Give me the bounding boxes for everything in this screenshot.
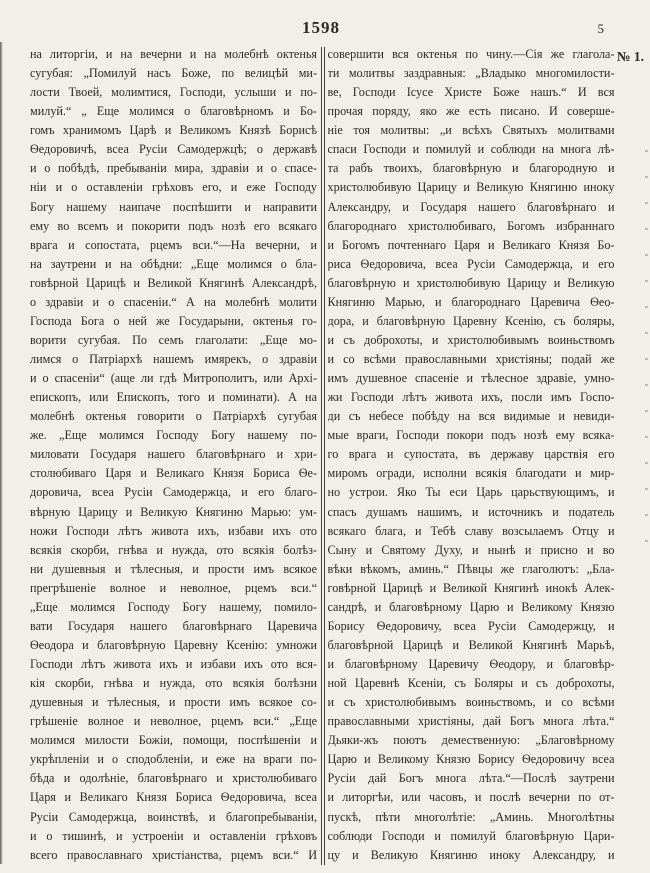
text-line: и о побѣдѣ, пребываніи мира, здравіи и о спасе-: [30, 161, 317, 176]
text-line: всего православнаго христіанства, рцемъ вси.“ И: [30, 847, 317, 862]
text-line: сугубая: „Помилуй насъ Боже, по велицѣй ми-: [30, 66, 317, 81]
page-number: 5: [597, 21, 604, 36]
running-head-year: 1598: [302, 18, 340, 37]
text-line: ніе тоя молитвы: „и всѣхъ Святыхъ молитвами: [327, 123, 615, 138]
text-line: ніи и о оставленіи грѣховъ его, и еже Господу: [30, 180, 317, 195]
text-line: и о тишинѣ, и устроеніи и оставленіи грѣховъ: [30, 828, 317, 843]
text-line: ве, Господи Ісусе Христе Боже нашъ.“ И вся: [327, 85, 615, 100]
scan-artifact-specks: [645, 150, 648, 550]
text-line: кія скорби, гнѣва и нужда, ото всякія болѣзни: [30, 676, 317, 691]
running-head: [30, 18, 612, 40]
text-line: молебнѣ октенья говорити о Патріархѣ сугубая: [30, 409, 317, 424]
margin-note-number: № 1.: [616, 49, 644, 64]
text-line: спасъ душамъ нашимъ, и источникъ и податель: [327, 504, 615, 519]
text-line: благовѣрной Царицѣ и Великой Княгинѣ Марьѣ,: [327, 637, 615, 652]
text-line: и со всѣми православными христіяны; подай же: [327, 352, 615, 366]
text-line: грѣшеніе волное и неволное, рцемъ вси.“ „Еще: [30, 714, 317, 729]
text-line: и съ христолюбивымъ воиньствомъ, и со всѣми: [327, 695, 615, 710]
text-line: и съ доброхоты, и христолюбивымъ воиньствомъ: [327, 332, 615, 347]
text-line: православными христіяны, дай Богъ многа лѣта.“: [327, 714, 615, 729]
text-line: совершити вся октенья по чину.—Сія же глагола-: [327, 47, 615, 61]
left-text-column: [30, 45, 317, 865]
text-line: Царя и Великаго Князя Бориса Ѳедоровича, всеа: [30, 790, 317, 805]
text-line: ти молитвы заздравныя: „Владыко многомилости-: [327, 66, 615, 81]
text-line: жи Господи лѣтъ живота ихъ, посли имъ Госпо-: [327, 390, 615, 405]
text-line: Сыну и Святому Духу, и нынѣ и присно и во: [327, 542, 615, 557]
scan-gutter-shadow: [0, 42, 3, 864]
text-line: на заутрени и на обѣдни: „Еще молимся о бла-: [30, 256, 317, 271]
text-line: епископъ, или Епископъ, того и поминати). А на: [30, 390, 317, 405]
text-line: миловати Государя нашего благовѣрнаго и хри-: [30, 447, 317, 462]
text-line: благовѣрную и христолюбивую Царицу и Великую: [327, 275, 615, 290]
text-line: ди съ небесе побѣду на вся видимые и невиди-: [327, 409, 615, 424]
text-line: Царю и Великому Князю Борису Ѳедоровичу всеа: [327, 752, 615, 767]
text-line: Ѳедоровичѣ, всеа Русіи Самодержцѣ; о державѣ: [30, 142, 317, 157]
text-line: риса Ѳедоровича, всеа Русіи Самодержца, и его: [327, 256, 615, 271]
text-line: вати Государя нашего благовѣрнаго Царевича: [30, 618, 317, 633]
text-line: цу и Великую Княгиню иноку Александру, и: [327, 847, 615, 862]
text-line: но устрои. Яко Ты еси Царь царьствующимъ, и: [327, 485, 615, 500]
text-line: миромъ огради, исполни всякія благодати и мир-: [327, 466, 615, 481]
text-line: укрѣпленіи и о сподобленіи, и еже на враги по-: [30, 752, 317, 767]
text-line: ворити сугубая. По семъ глаголати: „Еще мо-: [30, 332, 317, 347]
text-line: лимся о Патріархѣ нашемъ имярекъ, о здравіи: [30, 352, 317, 366]
text-line: говѣрной Царицѣ и Великой Княгинѣ Александрѣ,: [30, 275, 317, 290]
text-line: пускѣ, пѣти многолѣтіе: „Аминь. Многолѣтны: [327, 809, 615, 824]
text-line: спаси Господи и помилуй и соблюди на многа лѣ-: [327, 142, 615, 157]
text-line: го врага и супостата, въ державу царствія его: [327, 447, 615, 462]
text-line: же. „Еще молимся Господу Богу нашему по-: [30, 428, 317, 443]
text-line: Александру, и Государя нашего благовѣрнаго и: [327, 199, 615, 214]
text-line: соблюди Господи и помилуй благовѣрную Цари-: [327, 828, 615, 843]
text-line: христолюбивую Царицу и Великую Княгиню иноку: [327, 180, 615, 195]
text-line: ножи Господи лѣтъ живота ихъ, избави ихъ ото: [30, 523, 317, 538]
text-line: столюбиваго Царя и Великаго Князя Бориса Ѳе-: [30, 466, 317, 481]
text-line: Господа Бога о ней же Государыни, октенья го-: [30, 313, 317, 328]
text-line: вѣки вѣкомъ, аминь.“ Пѣвцы же глаголютъ: „Бла-: [327, 561, 615, 576]
text-line: Ѳеодора и благовѣрную Царевну Ксенію: умножи: [30, 637, 317, 652]
text-line: имъ душевное спасеніе и тѣлесное здравіе, умно-: [327, 371, 615, 386]
text-line: вѣрную Царицу и Великую Княгиню Марью: ум-: [30, 504, 317, 519]
text-line: молимся милости Божіи, помощи, поспѣшеніи и: [30, 733, 317, 748]
text-line: та рабъ твоихъ, благовѣрную и благородную и: [327, 161, 615, 176]
text-line: ему во всемъ и покорити подъ нозѣ его всякаго: [30, 218, 317, 233]
text-line: Господи лѣтъ живота ихъ и избави ихъ ото вся-: [30, 657, 317, 671]
text-line: Дьяки-жъ поютъ демественную: „Благовѣрному: [327, 733, 615, 748]
text-line: Русіи Самодержца, воинствѣ, и благопребываніи,: [30, 809, 317, 824]
text-line: и литоргѣи, или часовъ, и послѣ вечерни по от-: [327, 790, 615, 805]
text-line: ни душевныя и тѣлесныя, и прости имъ всякое: [30, 561, 317, 576]
text-line: бѣда и одолѣніе, благовѣрнаго и христолюбиваго: [30, 771, 317, 786]
text-line: прочая поряду, яко же есть писано. И соверше-: [327, 104, 615, 119]
text-line: Княгиню Марью, и благороднаго Царевича Ѳео-: [327, 294, 615, 309]
page-body-text: [30, 45, 615, 865]
text-line: сандрѣ, и благовѣрному Царю и Великому Князю: [327, 599, 615, 614]
text-line: Богу нашему наипаче поспѣшити и направити: [30, 199, 317, 214]
text-line: лости Твоей, молимтися, Господи, услыши и по-: [30, 85, 317, 100]
text-line: говѣрной Царицѣ и Великой Княгинѣ инокѣ Алек-: [327, 580, 615, 595]
text-line: всякія скорби, гнѣва и нужда, ото всякія болѣз-: [30, 542, 317, 557]
text-line: и о спасеніи“ (аще ли гдѣ Митрополитъ, или Архі-: [30, 371, 317, 386]
text-line: Русіи дай Богъ многа лѣта.“—Послѣ заутрени: [327, 771, 615, 786]
text-line: благороднаго христолюбиваго, Богомъ избраннаго: [327, 218, 615, 233]
text-line: на литоргіи, и на вечерни и на молебнѣ октенья: [30, 47, 317, 61]
text-line: и благовѣрному Царевичу Ѳеодору, и благовѣр-: [327, 657, 615, 671]
text-line: дора, и благовѣрную Царевну Ксенію, съ боляры,: [327, 313, 615, 328]
text-line: „Еще молимся Господу Богу нашему, помило-: [30, 599, 317, 614]
text-line: всякаго блага, и Тебѣ славу возсылаемъ Отцу и: [327, 523, 615, 538]
text-line: прегрѣшеніе волное и неволное, рцемъ вси.“: [30, 580, 317, 595]
text-line: доровича, всеа Русіи Самодержца, и его благо-: [30, 485, 317, 500]
text-line: и Богомъ почтеннаго Царя и Великаго Князя Бо-: [327, 237, 615, 252]
right-text-column: [328, 45, 615, 865]
text-line: мые враги, Господи покори подъ нозѣ ему всяка-: [327, 428, 615, 443]
text-line: милуй.“ „ Еще молимся о благовѣрномъ и Бо-: [30, 104, 317, 119]
text-line: гомъ хранимомъ Царѣ и Великомъ Князѣ Борисѣ: [30, 123, 317, 138]
text-line: Борису Ѳедоровичу, всеа Русіи Самодержцу, и: [327, 618, 615, 633]
text-line: душевныя и тѣлесныя, и прости имъ всякое со-: [30, 695, 317, 710]
text-line: о здравіи и о спасеніи.“ А на молебнѣ молити: [30, 294, 317, 309]
column-divider-rule: [321, 47, 325, 865]
text-line: врага и сопостата, рцемъ вси.“—На вечерни, и: [30, 237, 317, 252]
text-line: ной Царевнѣ Ксеніи, съ Боляры и съ доброхоты,: [327, 676, 615, 691]
